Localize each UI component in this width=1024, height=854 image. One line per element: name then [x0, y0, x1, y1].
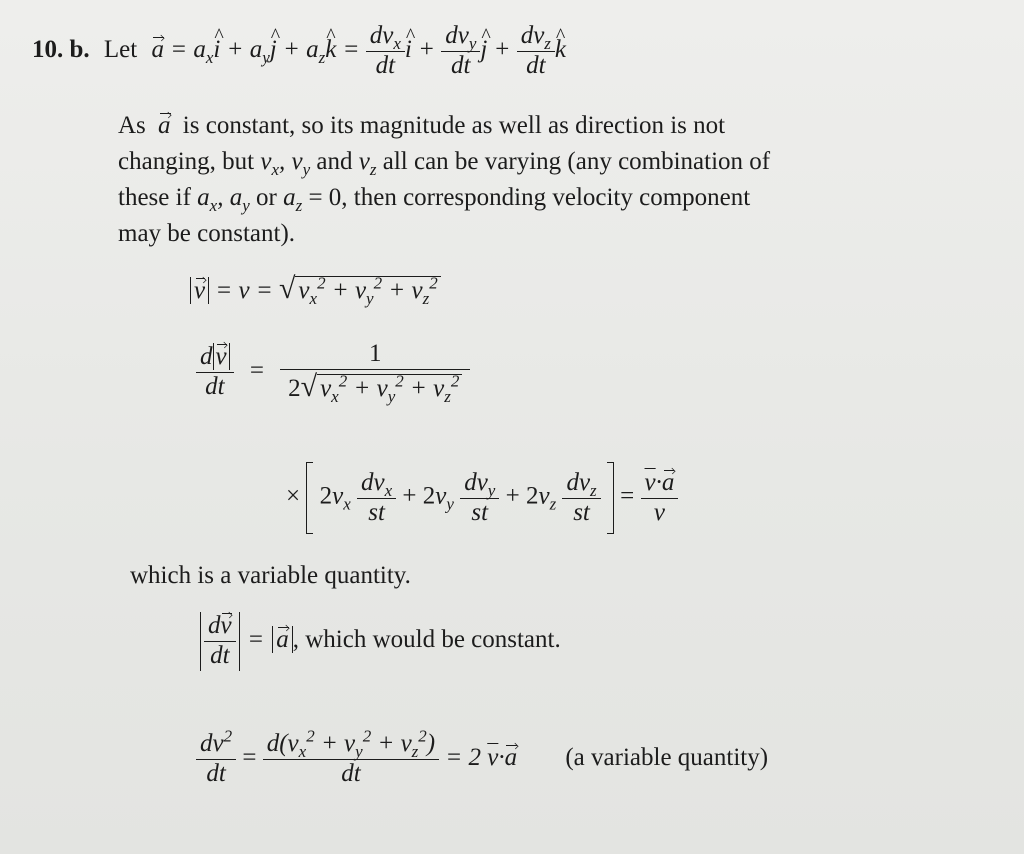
dv2-dt-fraction: $\frac{dv^2}{dt}$ [196, 730, 236, 789]
dvz-dt-fraction: $\frac{dv_z}{dt}$ [517, 22, 555, 81]
speed-squared-derivative-equation: $\frac{dv^2}{dt}$ = $\frac{d(v_x^2 + v_y^2 + v_z^2)}{dt}$ = 2 $\overline{v}\cdot a$ (a variable quantity) [196, 730, 768, 789]
variable-quantity-note: (a variable quantity) [565, 743, 769, 771]
dvy-dt-fraction: $\frac{dv_y}{dt}$ [441, 22, 480, 81]
variable-quantity-line: which is a variable quantity. [130, 562, 411, 589]
bracket-product-equation: × $2v_x$ $\frac{dv_x}{st}$ + $2v_y$ $\frac{dv_y}{st}$ + $2v_z$ $\frac{dv_z}{st}$ = $\frac{\overline{v}\cdot a}{v}$ [286, 462, 678, 534]
dvx-dt-fraction: $\frac{dv_x}{dt}$ [366, 22, 405, 81]
d-sum-squares-dt-fraction: $\frac{d(v_x^2 + v_y^2 + v_z^2)}{dt}$ [263, 730, 439, 789]
accel-components: = $a_xi$ ^ + $a_yj$ ^ + $a_zk$ ^ = [170, 36, 359, 63]
one-over-two-root-fraction: $\frac{1}{2√ v_x^2 + v_y^2 + v_z^2}$ [280, 340, 470, 404]
speed-magnitude-equation: v = v = √ $v_x^2 + v_y^2 + v_z^2$ [190, 272, 441, 306]
problem-label: 10. b. [32, 35, 90, 63]
para-line-1: As a is constant, so its magnitude as well as direction is not [118, 112, 726, 139]
d-speed-dt-fraction: $\frac{\text{d v}}{dt}$ [196, 343, 234, 402]
para-line-4: may be constant). [118, 220, 296, 247]
para-line-3: these if $a_x$, $a_y$ or $a_z = 0$, then corresponding velocity component [118, 184, 751, 215]
let-word: Let [103, 35, 138, 63]
acceleration-magnitude-equation: $\frac{dv}{dt}$ = a , which would be constant. [200, 612, 561, 671]
problem-heading: 10. b. Let $a = a_xi$ ^ + $a_yj$ ^ + $a_zk$ ^ = $\frac{dv_x}{dt}$ i ^ + $\frac{dv_y}{dt}$ j ^ + $\frac{dv_z}{dt}$ k ^ [32, 22, 566, 81]
v-dot-a-over-v: $\frac{\overline{v}\cdot a}{v}$ [641, 469, 679, 528]
speed-derivative-equation: $\frac{\text{d v}}{dt}$ = $\frac{1}{2√ v_x^2 + v_y^2 + v_z^2}$ [196, 340, 470, 404]
accel-vector: a [151, 35, 164, 63]
para-line-2: changing, but $v_x$, $v_y$ and $v_z$ all can be varying (any combination of [118, 148, 771, 179]
